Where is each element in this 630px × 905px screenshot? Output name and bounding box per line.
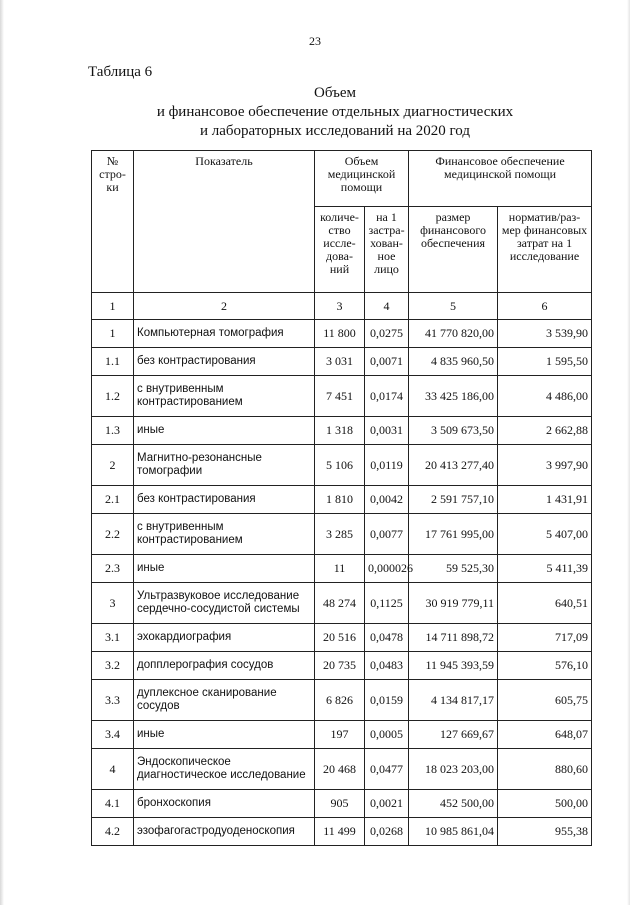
row-indicator: эхокардиография	[134, 624, 315, 652]
row-norm: 4 486,00	[498, 376, 592, 417]
row-count: 11 800	[315, 320, 365, 348]
row-count: 6 826	[315, 680, 365, 721]
row-number: 1.3	[92, 417, 134, 445]
row-norm: 3 997,90	[498, 445, 592, 486]
row-norm: 955,38	[498, 818, 592, 846]
row-count: 3 031	[315, 348, 365, 376]
table-row	[92, 680, 592, 721]
header-volume: Объем медицинской помощи	[315, 151, 409, 207]
row-norm: 717,09	[498, 624, 592, 652]
table-row	[92, 445, 592, 486]
row-indicator: без контрастирования	[134, 486, 315, 514]
table-row	[92, 624, 592, 652]
page-number: 23	[309, 34, 321, 48]
table-row	[92, 749, 592, 790]
row-number: 1	[92, 320, 134, 348]
row-number: 4	[92, 749, 134, 790]
row-indicator: Магнитно-резонансные томографии	[134, 445, 315, 486]
row-number: 3.2	[92, 652, 134, 680]
row-amount: 59 525,30	[409, 555, 498, 583]
row-number: 2	[92, 445, 134, 486]
column-number: 5	[409, 293, 498, 320]
table-row	[92, 555, 592, 583]
row-per-insured: 0,1125	[365, 583, 409, 624]
row-norm: 640,51	[498, 583, 592, 624]
table-row	[92, 417, 592, 445]
row-indicator: Ультразвуковое исследование сердечно-сосудистой системы	[134, 583, 315, 624]
row-amount: 41 770 820,00	[409, 320, 498, 348]
column-number: 1	[92, 293, 134, 320]
row-amount: 3 509 673,50	[409, 417, 498, 445]
table-row	[92, 320, 592, 348]
row-count: 3 285	[315, 514, 365, 555]
row-norm: 500,00	[498, 790, 592, 818]
column-number: 6	[498, 293, 592, 320]
row-count: 1 318	[315, 417, 365, 445]
column-number: 2	[134, 293, 315, 320]
table-row	[92, 721, 592, 749]
scan-edge-shadow	[0, 0, 4, 905]
title-line-3: и лабораторных исследований на 2020 год	[200, 123, 470, 139]
row-per-insured: 0,0071	[365, 348, 409, 376]
row-per-insured: 0,000026	[365, 555, 409, 583]
row-count: 7 451	[315, 376, 365, 417]
row-amount: 11 945 393,59	[409, 652, 498, 680]
header-row-number: № стро-ки	[92, 151, 134, 293]
row-norm: 576,10	[498, 652, 592, 680]
data-table	[91, 150, 592, 846]
row-indicator: без контрастирования	[134, 348, 315, 376]
row-per-insured: 0,0477	[365, 749, 409, 790]
row-per-insured: 0,0275	[365, 320, 409, 348]
row-amount: 452 500,00	[409, 790, 498, 818]
column-number: 4	[365, 293, 409, 320]
title-line-1: Объем	[314, 85, 356, 101]
row-indicator: дуплексное сканирование сосудов	[134, 680, 315, 721]
row-count: 905	[315, 790, 365, 818]
row-amount: 127 669,67	[409, 721, 498, 749]
row-number: 3.4	[92, 721, 134, 749]
header-norm: норматив/раз-мер финансовых затрат на 1 исследование	[498, 207, 592, 293]
row-count: 20 516	[315, 624, 365, 652]
row-indicator: Эндоскопическое диагностическое исследование	[134, 749, 315, 790]
row-indicator: эзофагогастродуоденоскопия	[134, 818, 315, 846]
row-amount: 17 761 995,00	[409, 514, 498, 555]
row-amount: 10 985 861,04	[409, 818, 498, 846]
header-finance: Финансовое обеспечение медицинской помощи	[409, 151, 592, 207]
row-number: 2.1	[92, 486, 134, 514]
row-indicator: Компьютерная томография	[134, 320, 315, 348]
row-amount: 4 134 817,17	[409, 680, 498, 721]
row-amount: 4 835 960,50	[409, 348, 498, 376]
row-number: 2.3	[92, 555, 134, 583]
header-count: количе-ство иссле-дова-ний	[315, 207, 365, 293]
row-number: 3.1	[92, 624, 134, 652]
row-norm: 3 539,90	[498, 320, 592, 348]
row-indicator: иные	[134, 555, 315, 583]
column-number: 3	[315, 293, 365, 320]
table-row	[92, 652, 592, 680]
table-row	[92, 376, 592, 417]
document-title	[100, 84, 570, 141]
row-number: 1.2	[92, 376, 134, 417]
row-count: 48 274	[315, 583, 365, 624]
row-number: 1.1	[92, 348, 134, 376]
table-header	[92, 151, 592, 320]
header-amount: размер финансового обеспечения	[409, 207, 498, 293]
table-row	[92, 818, 592, 846]
row-norm: 1 431,91	[498, 486, 592, 514]
row-per-insured: 0,0077	[365, 514, 409, 555]
row-count: 20 468	[315, 749, 365, 790]
row-amount: 30 919 779,11	[409, 583, 498, 624]
row-count: 5 106	[315, 445, 365, 486]
row-number: 4.1	[92, 790, 134, 818]
row-norm: 880,60	[498, 749, 592, 790]
row-amount: 18 023 203,00	[409, 749, 498, 790]
column-number-row	[92, 293, 592, 320]
row-norm: 5 411,39	[498, 555, 592, 583]
row-per-insured: 0,0119	[365, 445, 409, 486]
header-per-insured: на 1 застра-хован-ное лицо	[365, 207, 409, 293]
row-count: 11	[315, 555, 365, 583]
row-norm: 5 407,00	[498, 514, 592, 555]
row-per-insured: 0,0478	[365, 624, 409, 652]
row-indicator: с внутривенным контрастированием	[134, 376, 315, 417]
row-per-insured: 0,0021	[365, 790, 409, 818]
row-per-insured: 0,0005	[365, 721, 409, 749]
row-count: 11 499	[315, 818, 365, 846]
row-norm: 1 595,50	[498, 348, 592, 376]
table-body	[92, 320, 592, 846]
table-row	[92, 486, 592, 514]
row-amount: 2 591 757,10	[409, 486, 498, 514]
row-norm: 605,75	[498, 680, 592, 721]
row-indicator: с внутривенным контрастированием	[134, 514, 315, 555]
row-amount: 14 711 898,72	[409, 624, 498, 652]
row-per-insured: 0,0174	[365, 376, 409, 417]
row-per-insured: 0,0159	[365, 680, 409, 721]
row-indicator: иные	[134, 721, 315, 749]
table-row	[92, 583, 592, 624]
row-per-insured: 0,0483	[365, 652, 409, 680]
row-count: 20 735	[315, 652, 365, 680]
row-number: 2.2	[92, 514, 134, 555]
row-count: 1 810	[315, 486, 365, 514]
table-label: Таблица 6	[88, 64, 153, 80]
row-amount: 33 425 186,00	[409, 376, 498, 417]
header-indicator: Показатель	[134, 151, 315, 293]
table-row	[92, 790, 592, 818]
table-row	[92, 514, 592, 555]
row-number: 3.3	[92, 680, 134, 721]
row-number: 3	[92, 583, 134, 624]
row-amount: 20 413 277,40	[409, 445, 498, 486]
row-per-insured: 0,0031	[365, 417, 409, 445]
row-indicator: допплерография сосудов	[134, 652, 315, 680]
row-per-insured: 0,0042	[365, 486, 409, 514]
row-indicator: иные	[134, 417, 315, 445]
row-indicator: бронхоскопия	[134, 790, 315, 818]
row-norm: 2 662,88	[498, 417, 592, 445]
row-norm: 648,07	[498, 721, 592, 749]
row-per-insured: 0,0268	[365, 818, 409, 846]
title-line-2: и финансовое обеспечение отдельных диагностических	[156, 104, 514, 120]
row-count: 197	[315, 721, 365, 749]
row-number: 4.2	[92, 818, 134, 846]
table-row	[92, 348, 592, 376]
